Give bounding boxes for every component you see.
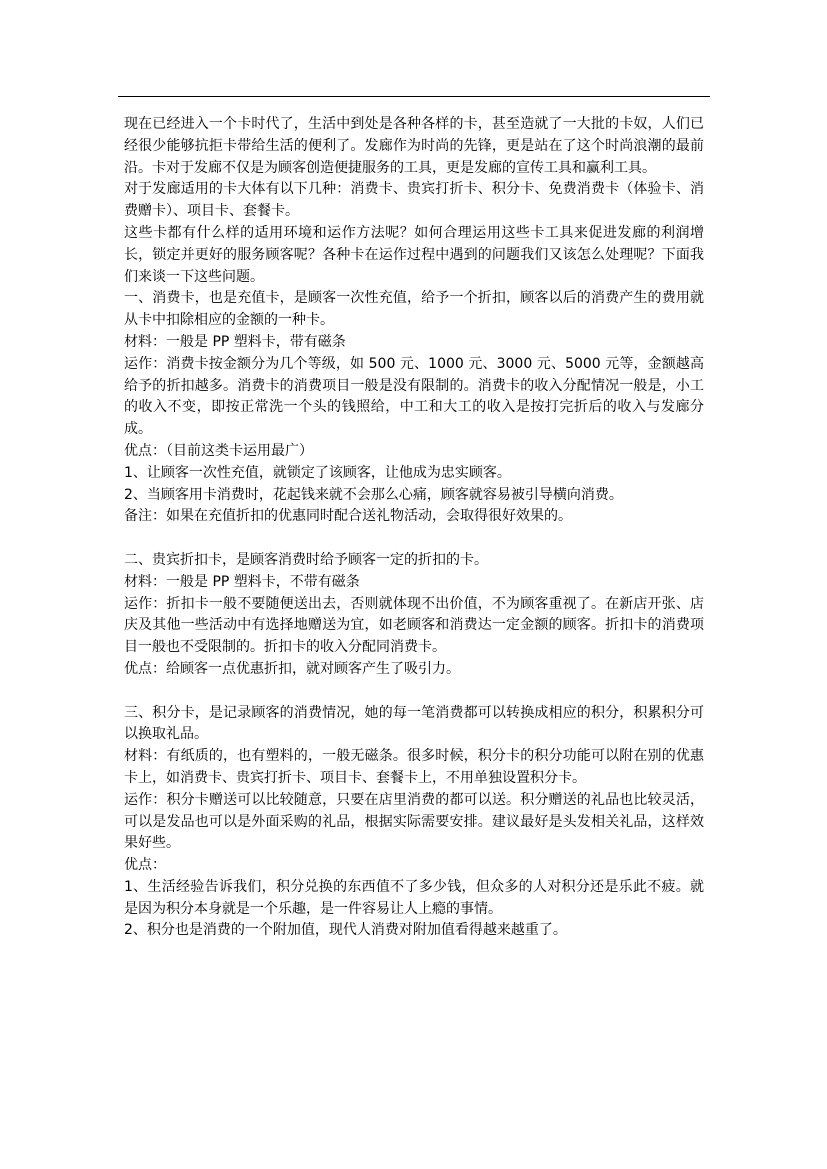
section-3-advantage-1: 1、生活经验告诉我们，积分兑换的东西值不了多少钱，但众多的人对积分还是乐此不疲。就是因为积分本身就是一个乐趣，是一件容易让人上瘾的事情。 — [124, 878, 704, 917]
section-3-advantage-2: 2、积分也是消费的一个附加值，现代人消费对附加值看得越来越重了。 — [124, 922, 567, 939]
section-1-heading: 一、消费卡，也是充值卡，是顾客一次性充值，给予一个折扣，顾客以后的消费产生的费用就从卡中扣除相应的金额的一种卡。 — [124, 290, 704, 329]
intro-paragraph-2: 对于发廊适用的卡大体有以下几种：消费卡、贵宾打折卡、积分卡、免费消费卡（体验卡、消费赠卡）、项目卡、套餐卡。 — [124, 181, 704, 220]
section-1-material: 材料：一般是 PP 塑料卡，带有磁条 — [124, 333, 346, 350]
intro-paragraph-3: 这些卡都有什么样的适用环境和运作方法呢？如何合理运用这些卡工具来促进发廊的利润增长，锁定并更好的服务顾客呢？各种卡在运作过程中遇到的问题我们又该怎么处理呢？下面我们来谈一下这些问题。 — [124, 224, 704, 285]
blank-line — [124, 681, 704, 703]
section-2-advantages: 优点：给顾客一点优惠折扣，就对顾客产生了吸引力。 — [124, 660, 460, 677]
section-3-heading: 三、积分卡，是记录顾客的消费情况，她的每一笔消费都可以转换成相应的积分，积累积分可以换取礼品。 — [124, 704, 704, 743]
section-1-advantage-2: 2、当顾客用卡消费时，花起钱来就不会那么心痛，顾客就容易被引导横向消费。 — [124, 486, 623, 503]
section-1-note: 备注：如果在充值折扣的优惠同时配合送礼物活动，会取得很好效果的。 — [124, 508, 572, 525]
section-1-advantage-1: 1、让顾客一次性充值，就锁定了该顾客，让他成为忠实顾客。 — [124, 464, 511, 481]
section-2-heading: 二、贵宾折扣卡，是顾客消费时给予顾客一定的折扣的卡。 — [124, 551, 488, 568]
blank-line — [124, 528, 704, 550]
intro-paragraph-1: 现在已经进入一个卡时代了，生活中到处是各种各样的卡，甚至造就了一大批的卡奴，人们已经很少能够抗拒卡带给生活的便利了。发廊作为时尚的先锋，更是站在了这个时尚浪潮的最前沿。卡对于发廊不仅是为顾客创造便捷服务的工具，更是发廊的宣传工具和赢利工具。 — [124, 116, 704, 176]
header-rule — [118, 96, 710, 97]
section-3-operation: 运作：积分卡赠送可以比较随意，只要在店里消费的都可以送。积分赠送的礼品也比较灵活，可以是发品也可以是外面采购的礼品，根据实际需要安排。建议最好是头发相关礼品，这样效果好些。 — [124, 791, 704, 852]
section-2-operation: 运作：折扣卡一般不要随便送出去，否则就体现不出价值，不为顾客重视了。在新店开张、店庆及其他一些活动中有选择地赠送为宜，如老顾客和消费达一定金额的顾客。折扣卡的消费项目一般也不受限制的。折扣卡的收入分配同消费卡。 — [124, 595, 704, 656]
section-1-advantages: 优点：（目前这类卡运用最广） — [124, 442, 313, 459]
section-3-advantages: 优点： — [124, 857, 166, 874]
section-3-material: 材料：有纸质的，也有塑料的，一般无磁条。很多时候，积分卡的积分功能可以附在别的优惠卡上，如消费卡、贵宾打折卡、项目卡、套餐卡上，不用单独设置积分卡。 — [124, 748, 704, 786]
document-body — [124, 114, 704, 942]
section-1-operation: 运作：消费卡按金额分为几个等级，如 500 元、1000 元、3000 元、5000 元等，金额越高给予的折扣越多。消费卡的消费项目一般是没有限制的。消费卡的收入分配情况一般是，小工的收入不变，即按正常洗一个头的钱照给，中工和大工的收入是按打完折后的收入与发廊分成。 — [124, 355, 704, 438]
section-2-material: 材料：一般是 PP 塑料卡，不带有磁条 — [124, 573, 360, 590]
